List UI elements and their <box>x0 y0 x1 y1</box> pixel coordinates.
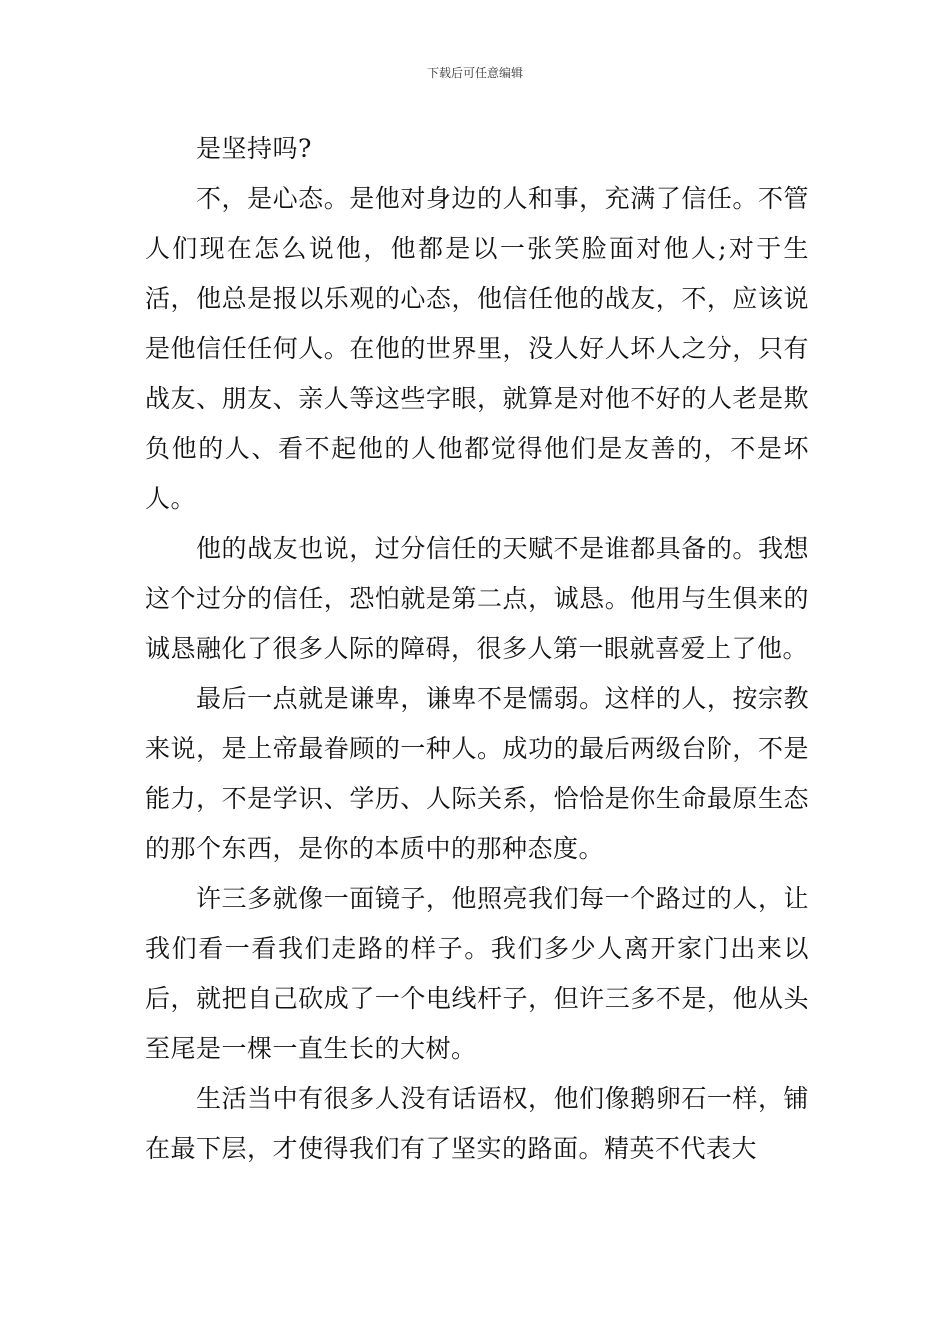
paragraph-1: 是坚持吗? <box>196 134 312 163</box>
paragraph-2: 不，是心态。是他对身边的人和事，充满了信任。不管人们现在怎么说他，他都是以一张笑脸面对他人;对于生活，他总是报以乐观的心态，他信任他的战友，不，应该说是他信任任何人。在他的世界里，没人好人坏人之分，只有战友、朋友、亲人等这些字眼，就算是对他不好的人老是欺负他的人、看不起他的人他都觉得他们是友善的，不是坏人。 <box>145 184 809 513</box>
paragraph-5: 许三多就像一面镜子，他照亮我们每一个路过的人，让我们看一看我们走路的样子。我们多少人离开家门出来以后，就把自己砍成了一个电线杆子，但许三多不是，他从头至尾是一棵一直生长的大树。 <box>145 884 809 1063</box>
paragraph-6: 生活当中有很多人没有话语权，他们像鹅卵石一样，铺在最下层，才使得我们有了坚实的路面。精英不代表大 <box>145 1084 809 1163</box>
paragraph-3: 他的战友也说，过分信任的天赋不是谁都具备的。我想这个过分的信任，恐怕就是第二点，诚恳。他用与生俱来的诚恳融化了很多人际的障碍，很多人第一眼就喜爱上了他。 <box>145 534 809 663</box>
document-body <box>145 124 809 1174</box>
page-header: 下载后可任意编辑 <box>426 66 523 80</box>
paragraph-4: 最后一点就是谦卑，谦卑不是懦弱。这样的人，按宗教来说，是上帝最眷顾的一种人。成功的最后两级台阶，不是能力，不是学识、学历、人际关系，恰恰是你生命最原生态的那个东西，是你的本质中的那种态度。 <box>145 684 809 863</box>
